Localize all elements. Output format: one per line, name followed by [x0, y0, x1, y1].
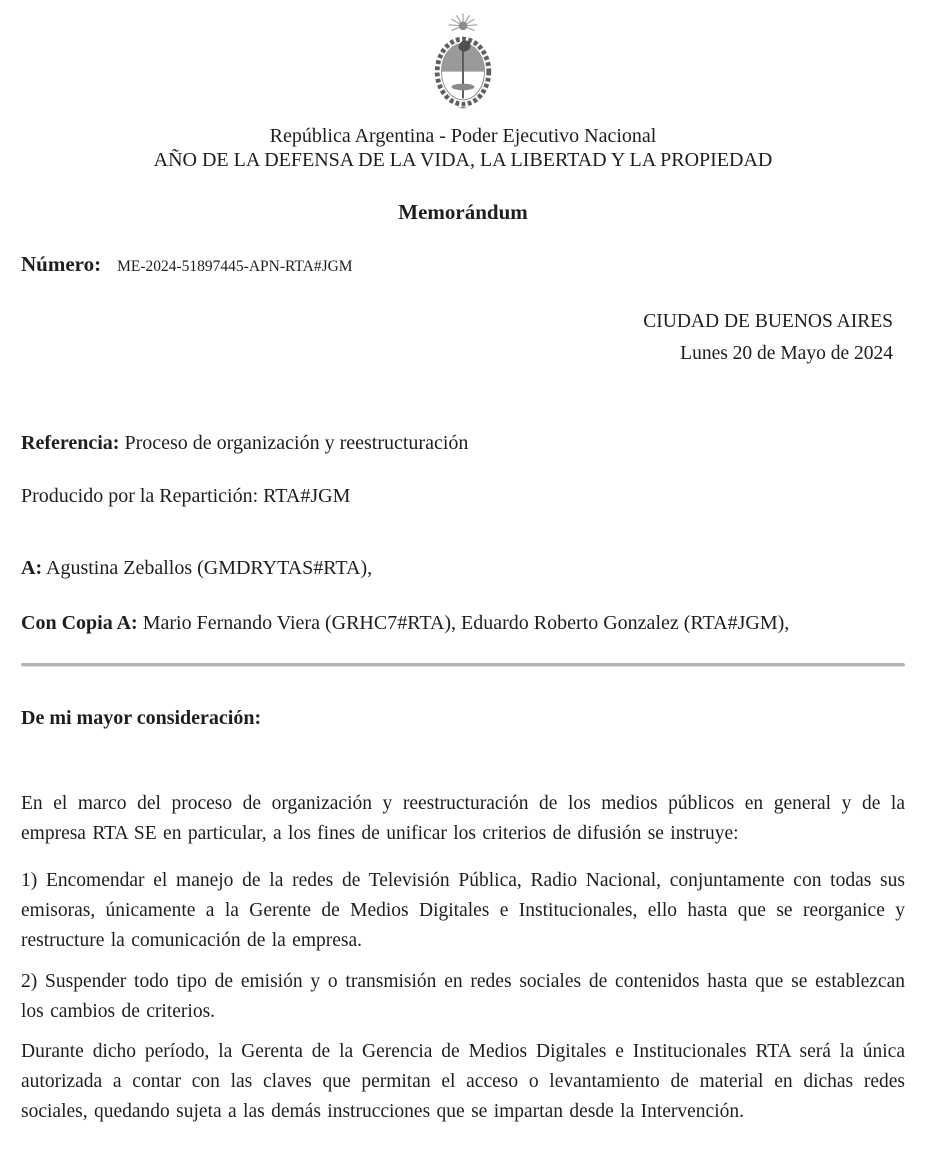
recipient-label: A:: [21, 557, 43, 579]
place-date-block: [21, 306, 905, 370]
reference-value: Proceso de organización y reestructuración: [124, 432, 469, 454]
document-type-title: Memorándum: [398, 200, 528, 224]
body-paragraph-item-1: 1) Encomendar el manejo de la redes de Televisión Pública, Radio Nacional, conjuntamente con todas sus emisoras, únicamente a la Gerente de Medios Digitales e Institucionales, ello hasta que se reorganice y restructure la comunicación de la empresa.: [21, 870, 905, 951]
crest-container: [21, 12, 905, 116]
reference-label: Referencia:: [21, 432, 120, 454]
body-paragraph-intro: En el marco del proceso de organización y reestructuración de los medios públicos en general y de la empresa RTA SE en particular, a los fines de unificar los criterios de difusión se instruye:: [21, 793, 905, 844]
body-paragraph-closing: Durante dicho período, la Gerenta de la Gerencia de Medios Digitales e Institucionales RTA será la única autorizada a contar con las claves que permitan el acceso o levantamiento de material en dichas redes sociales, quedando sujeta a las demás instrucciones que se impartan desde la Intervención.: [21, 1041, 905, 1122]
recipient-value: Agustina Zeballos (GMDRYTAS#RTA),: [46, 557, 373, 579]
number-row: [21, 251, 905, 280]
city-line: CIUDAD DE BUENOS AIRES: [643, 311, 893, 332]
produced-by-line: Producido por la Repartición: RTA#JGM: [21, 485, 351, 507]
cc-row: [21, 610, 905, 636]
argentina-coat-of-arms-icon: [420, 103, 506, 120]
number-value: ME-2024-51897445-APN-RTA#JGM: [117, 258, 353, 275]
number-label: Número:: [21, 252, 102, 276]
body-text: [21, 789, 905, 1127]
reference-row: [21, 430, 905, 456]
cc-label: Con Copia A:: [21, 612, 138, 634]
horizontal-divider: [21, 663, 905, 667]
cc-value: Mario Fernando Viera (GRHC7#RTA), Eduardo Roberto Gonzalez (RTA#JGM),: [142, 612, 790, 634]
date-line: Lunes 20 de Mayo de 2024: [680, 343, 893, 364]
salutation-line: De mi mayor consideración:: [21, 707, 262, 729]
header-line-republic: República Argentina - Poder Ejecutivo Nacional: [269, 125, 657, 147]
header-line-year-motto: AÑO DE LA DEFENSA DE LA VIDA, LA LIBERTAD Y LA PROPIEDAD: [153, 149, 773, 171]
body-paragraph-item-2: 2) Suspender todo tipo de emisión y o transmisión en redes sociales de contenidos hasta que se establezcan los cambios de criterios.: [21, 971, 905, 1022]
recipient-row: [21, 555, 905, 581]
